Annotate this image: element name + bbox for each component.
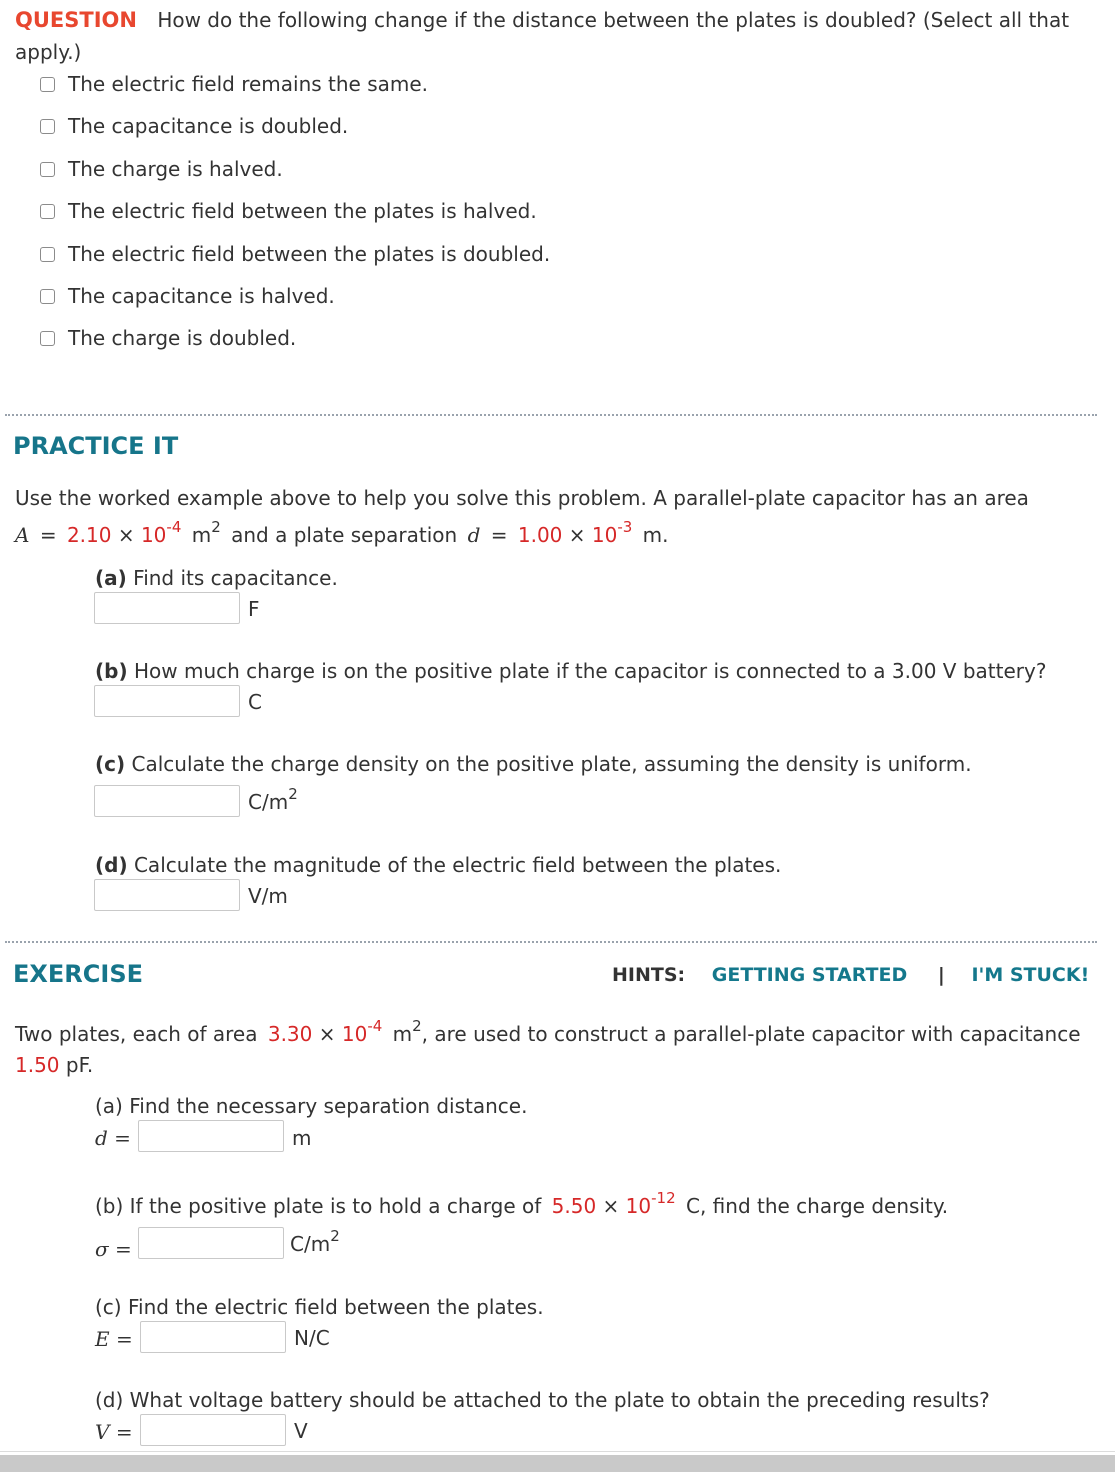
part-text: Calculate the charge density on the positive plate, assuming the density is uniform.	[131, 752, 972, 776]
equals-sign: =	[115, 1420, 133, 1444]
exercise-a-answer-input[interactable]	[138, 1120, 284, 1152]
times-sign: ×	[318, 1022, 336, 1046]
exercise-capacitance-unit: pF.	[65, 1053, 94, 1077]
exercise-charge-exponent: -12	[651, 1189, 676, 1208]
symbol: V	[95, 1420, 110, 1444]
bottom-scrollbar-track[interactable]	[0, 1455, 1115, 1472]
practice-c-unit	[248, 785, 298, 814]
practice-a-unit: F	[248, 597, 260, 621]
area-base: 10	[140, 523, 167, 547]
symbol: E	[95, 1327, 110, 1351]
exercise-d-answer-input[interactable]	[140, 1414, 286, 1446]
part-text: (b) If the positive plate is to hold a charge of	[95, 1194, 542, 1218]
option-checkbox[interactable]	[40, 204, 55, 219]
exercise-b-answer-input[interactable]	[138, 1227, 284, 1259]
practice-d-unit: V/m	[248, 884, 288, 908]
option-checkbox[interactable]	[40, 289, 55, 304]
intro-text: , are used to construct a parallel-plate capacitor with capacitance	[421, 1022, 1081, 1046]
option-row[interactable]	[40, 326, 296, 350]
option-label[interactable]: The charge is doubled.	[68, 326, 297, 350]
exercise-area-value: 3.30	[267, 1022, 313, 1046]
question-label: QUESTION	[15, 8, 137, 32]
hints-label: HINTS:	[612, 964, 686, 986]
hint-getting-started-link[interactable]: GETTING STARTED	[711, 964, 908, 986]
equals-sign: =	[115, 1327, 133, 1351]
area-unit-exponent: 2	[211, 518, 221, 537]
option-row[interactable]	[40, 242, 550, 266]
area-symbol: A	[15, 523, 30, 547]
question-header	[15, 8, 1069, 32]
option-label[interactable]: The charge is halved.	[68, 157, 283, 181]
option-row[interactable]	[40, 157, 283, 181]
equals-sign: =	[39, 523, 57, 547]
practice-b-unit: C	[248, 690, 262, 714]
option-label[interactable]: The capacitance is doubled.	[68, 114, 349, 138]
d-value: 1.00	[517, 523, 563, 547]
unit-exponent: 2	[412, 1017, 422, 1036]
exercise-capacitance-value: 1.50	[15, 1053, 60, 1077]
option-checkbox[interactable]	[40, 119, 55, 134]
equals-sign: =	[114, 1126, 131, 1150]
exercise-part-a-text: (a) Find the necessary separation distance.	[95, 1094, 528, 1118]
practice-d-answer-input[interactable]	[94, 879, 240, 911]
exercise-d-symbol	[95, 1420, 133, 1444]
area-unit: m	[191, 523, 212, 547]
exercise-d-unit: V	[294, 1419, 308, 1443]
area-value: 2.10	[66, 523, 112, 547]
exercise-title: EXERCISE	[13, 960, 143, 988]
exercise-b-symbol	[95, 1237, 132, 1261]
part-text: Calculate the magnitude of the electric field between the plates.	[133, 853, 782, 877]
hint-separator: |	[937, 964, 945, 986]
part-label: (b)	[95, 659, 128, 683]
exercise-charge-base: 10	[625, 1194, 652, 1218]
d-base: 10	[591, 523, 618, 547]
unit-exponent: 2	[288, 785, 298, 804]
question-text: How do the following change if the distance between the plates is doubled? (Select all that	[157, 8, 1070, 32]
exercise-c-answer-input[interactable]	[140, 1321, 286, 1353]
part-text: Find its capacitance.	[133, 566, 338, 590]
times-sign: ×	[117, 523, 135, 547]
part-label: (a)	[95, 566, 127, 590]
practice-c-answer-input[interactable]	[94, 785, 240, 817]
option-checkbox[interactable]	[40, 331, 55, 346]
unit-text: C/m	[248, 790, 289, 814]
equals-sign: =	[115, 1237, 132, 1261]
section-divider	[5, 941, 1097, 943]
practice-intro: Use the worked example above to help you solve this problem. A parallel-plate capacitor has an area	[15, 486, 1029, 510]
part-label: (d)	[95, 853, 128, 877]
practice-b-answer-input[interactable]	[94, 685, 240, 717]
option-row[interactable]	[40, 199, 537, 223]
question-text-continued: apply.)	[15, 40, 82, 64]
area-exponent: -4	[166, 518, 182, 537]
unit-text: C/m	[290, 1232, 331, 1256]
exercise-charge-value: 5.50	[551, 1194, 597, 1218]
option-label[interactable]: The electric field remains the same.	[68, 72, 429, 96]
option-row[interactable]	[40, 72, 428, 96]
practice-part-b	[95, 659, 1046, 683]
hints-bar	[612, 964, 1089, 986]
option-checkbox[interactable]	[40, 77, 55, 92]
bottom-border	[0, 1451, 1115, 1452]
exercise-c-unit: N/C	[294, 1326, 330, 1350]
symbol: d	[95, 1126, 108, 1150]
option-row[interactable]	[40, 114, 348, 138]
plate-separation-text: and a plate separation	[231, 523, 458, 547]
exercise-a-symbol	[95, 1126, 131, 1150]
practice-part-c	[95, 752, 972, 776]
exercise-part-b-text	[95, 1189, 949, 1218]
d-symbol: d	[467, 523, 481, 547]
exercise-a-unit: m	[292, 1126, 312, 1150]
exercise-area-exponent: -4	[367, 1017, 383, 1036]
option-row[interactable]	[40, 284, 335, 308]
part-label: (c)	[95, 752, 126, 776]
exercise-area-base: 10	[341, 1022, 368, 1046]
practice-given-values	[15, 518, 669, 547]
d-exponent: -3	[617, 518, 633, 537]
times-sign: ×	[602, 1194, 620, 1218]
section-divider	[5, 414, 1097, 416]
option-label[interactable]: The capacitance is halved.	[68, 284, 335, 308]
hint-im-stuck-link[interactable]: I'M STUCK!	[971, 964, 1090, 986]
exercise-c-symbol	[95, 1327, 133, 1351]
unit-exponent: 2	[330, 1227, 340, 1246]
option-label[interactable]: The electric field between the plates is doubled.	[68, 242, 551, 266]
practice-part-a	[95, 566, 338, 590]
exercise-part-d-text: (d) What voltage battery should be attached to the plate to obtain the preceding results?	[95, 1388, 990, 1412]
times-sign: ×	[568, 523, 586, 547]
exercise-part-c-text: (c) Find the electric field between the plates.	[95, 1295, 544, 1319]
exercise-area-unit: m	[392, 1022, 413, 1046]
symbol: σ	[95, 1237, 109, 1261]
option-label[interactable]: The electric field between the plates is halved.	[68, 199, 537, 223]
option-checkbox[interactable]	[40, 247, 55, 262]
option-checkbox[interactable]	[40, 162, 55, 177]
part-text: How much charge is on the positive plate if the capacitor is connected to a 3.00 V battery?	[133, 659, 1047, 683]
d-unit: m.	[642, 523, 669, 547]
exercise-intro	[15, 1017, 1081, 1046]
part-text: C, find the charge density.	[685, 1194, 949, 1218]
equals-sign: =	[490, 523, 508, 547]
intro-text: Two plates, each of area	[15, 1022, 258, 1046]
practice-title: PRACTICE IT	[13, 432, 179, 460]
exercise-b-unit	[290, 1227, 340, 1256]
practice-a-answer-input[interactable]	[94, 592, 240, 624]
exercise-intro-continued	[15, 1053, 93, 1077]
practice-part-d	[95, 853, 781, 877]
